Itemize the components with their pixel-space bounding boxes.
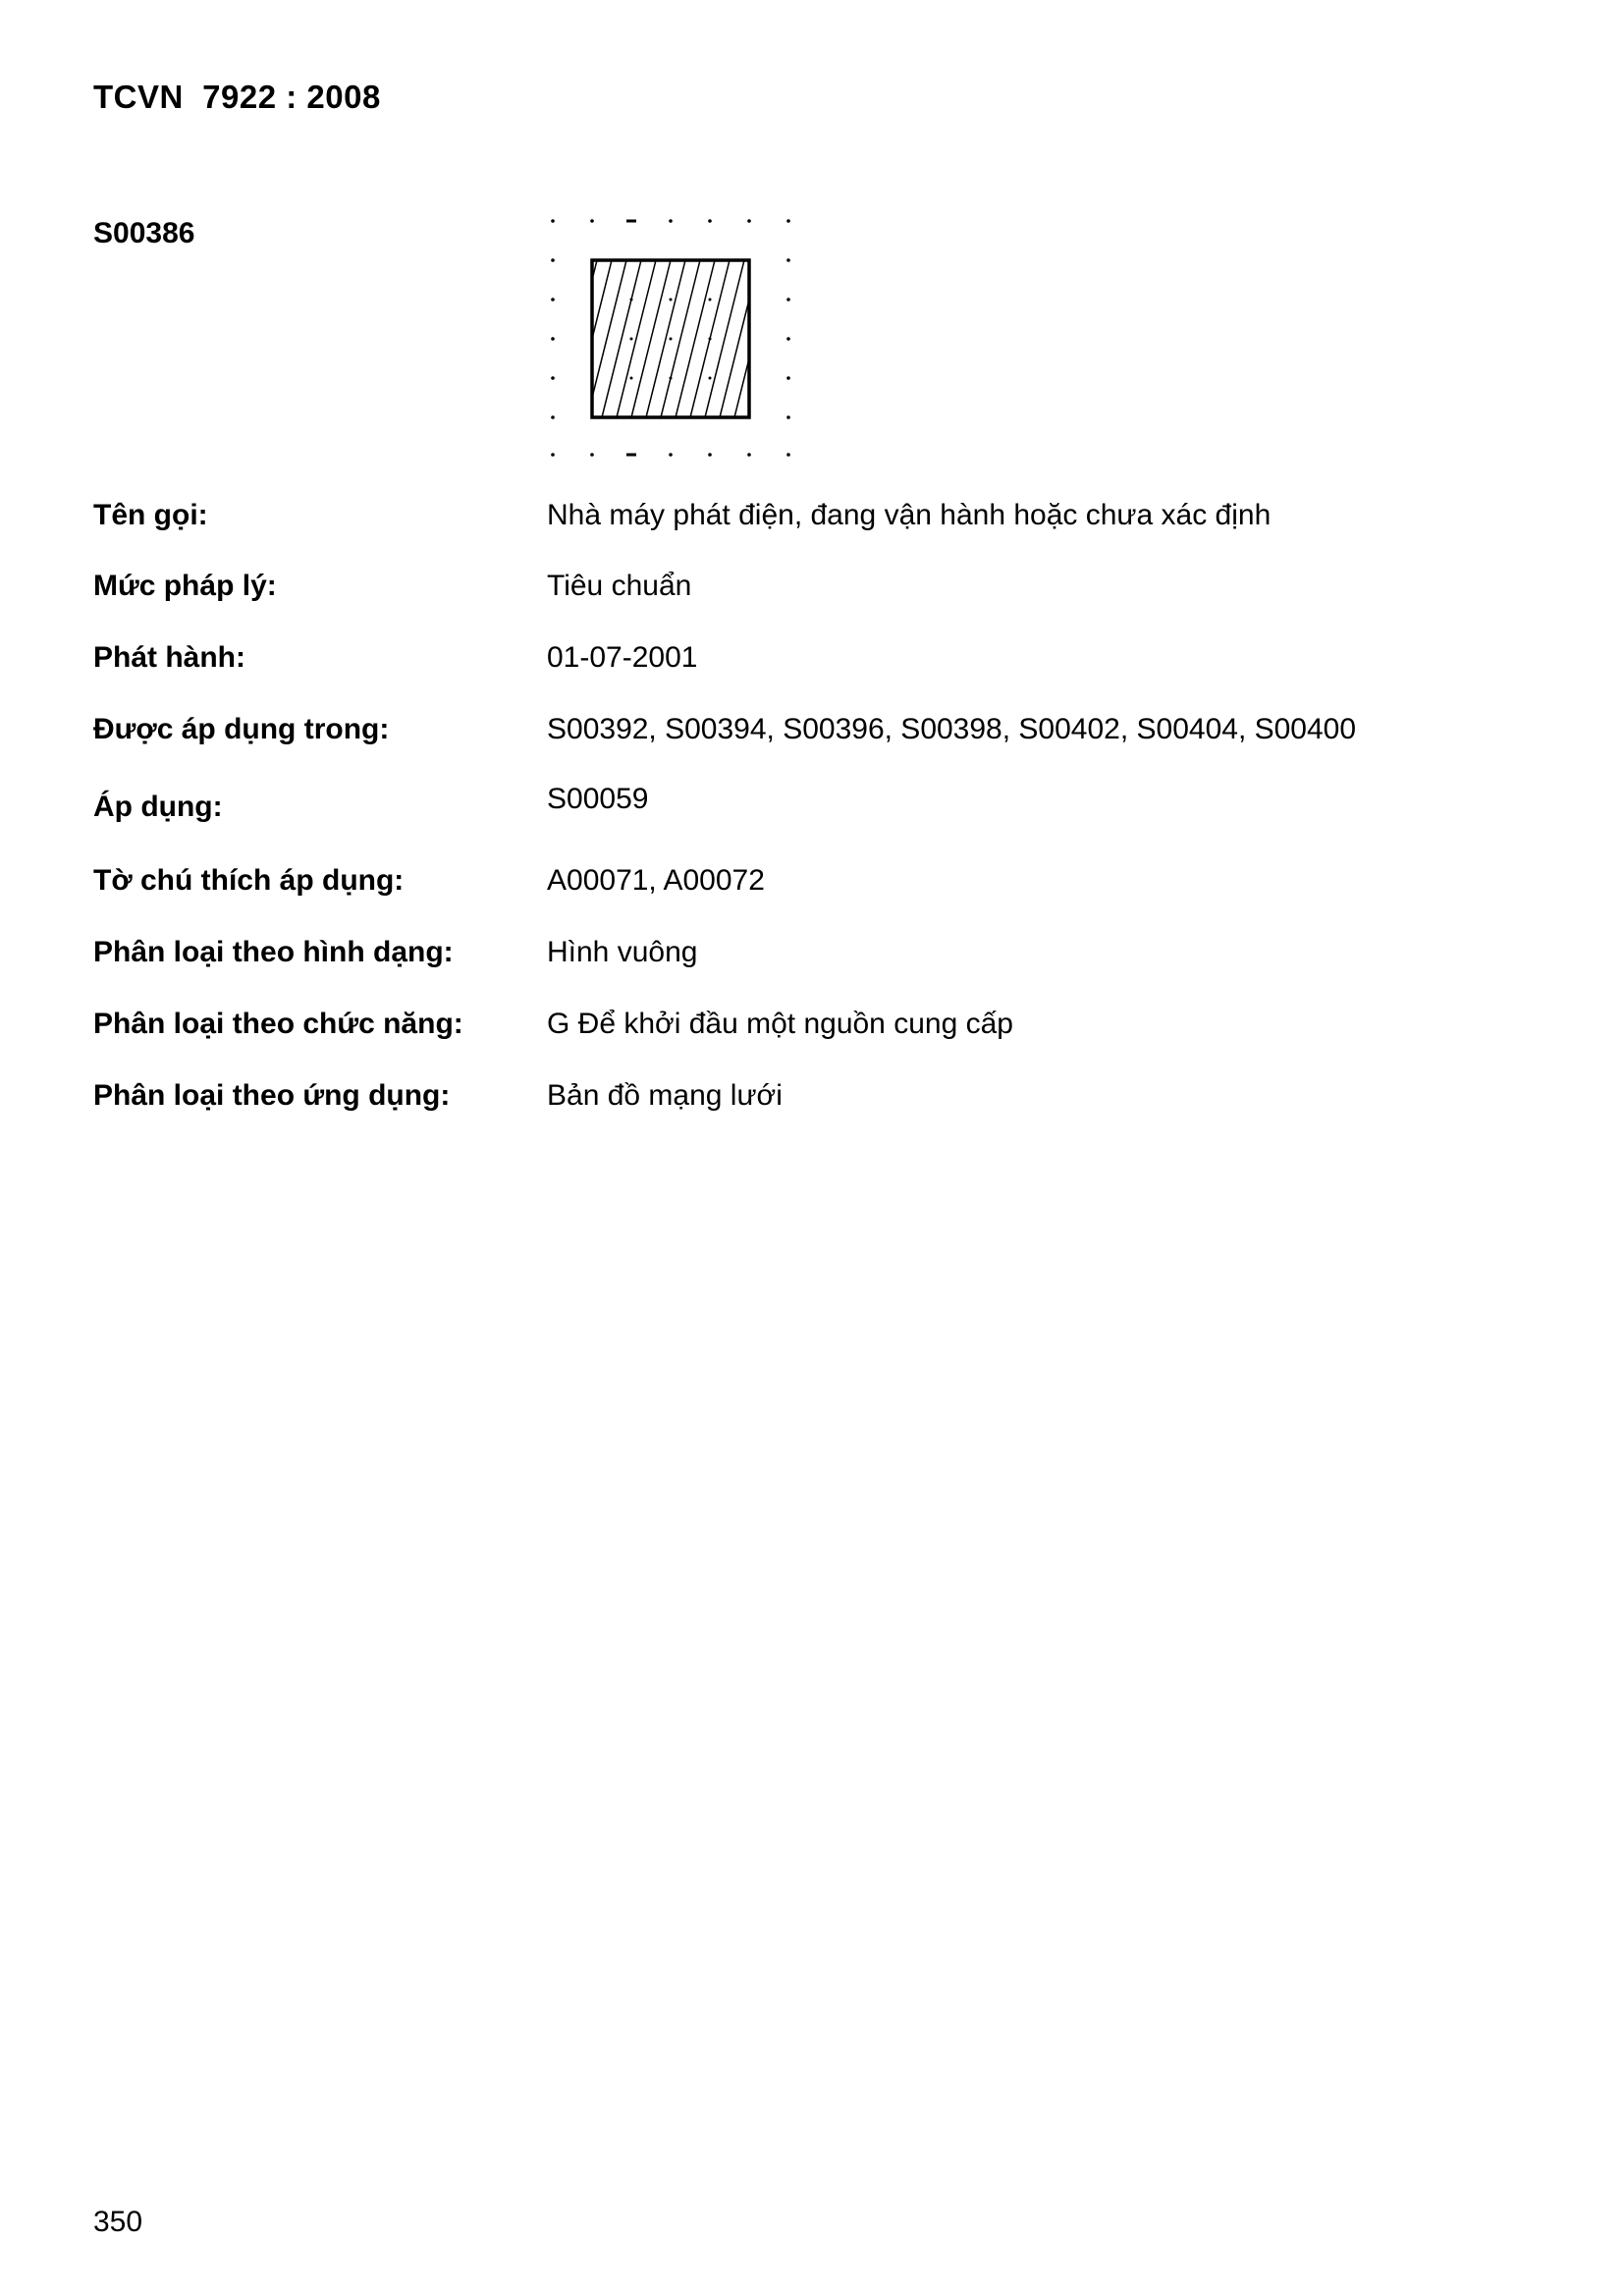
field-phan-loai-chuc-nang [0, 1008, 1624, 1057]
field-label: Phân loại theo chức năng: [93, 1008, 463, 1040]
field-label: Phân loại theo hình dạng: [93, 936, 454, 968]
field-label: Tờ chú thích áp dụng: [93, 864, 405, 897]
field-label: Phát hành: [93, 641, 245, 674]
field-value: S00059 [547, 783, 649, 815]
field-label: Áp dụng: [93, 791, 223, 823]
field-value: Hình vuông [547, 936, 698, 968]
field-phat-hanh [0, 641, 1624, 690]
field-duoc-ap-dung-trong [0, 713, 1624, 762]
field-label: Mức pháp lý: [93, 570, 277, 602]
field-phan-loai-hinh-dang [0, 936, 1624, 985]
field-value: 01-07-2001 [547, 641, 698, 674]
field-phan-loai-ung-dung [0, 1079, 1624, 1128]
field-muc-phap-ly [0, 570, 1624, 619]
field-value: G Để khởi đầu một nguồn cung cấp [547, 1008, 1013, 1040]
field-label: Tên gọi: [93, 499, 208, 531]
field-label: Được áp dụng trong: [93, 713, 390, 745]
field-value: Tiêu chuẩn [547, 570, 692, 602]
field-value: S00392, S00394, S00396, S00398, S00402, S00404, S00400 [547, 713, 1357, 745]
field-value: Nhà máy phát điện, đang vận hành hoặc chưa xác định [547, 499, 1272, 531]
field-ap-dung [0, 783, 1624, 836]
field-to-chu-thich [0, 864, 1624, 913]
symbol-code: S00386 [93, 217, 195, 249]
field-ten-goi [0, 499, 1624, 548]
field-value: A00071, A00072 [547, 864, 765, 897]
field-label: Phân loại theo ứng dụng: [93, 1079, 451, 1112]
field-value: Bản đồ mạng lưới [547, 1079, 783, 1112]
page-number: 350 [93, 2206, 143, 2238]
standard-title: TCVN 7922 : 2008 [93, 79, 381, 115]
hatched-square-symbol-icon [538, 206, 803, 462]
